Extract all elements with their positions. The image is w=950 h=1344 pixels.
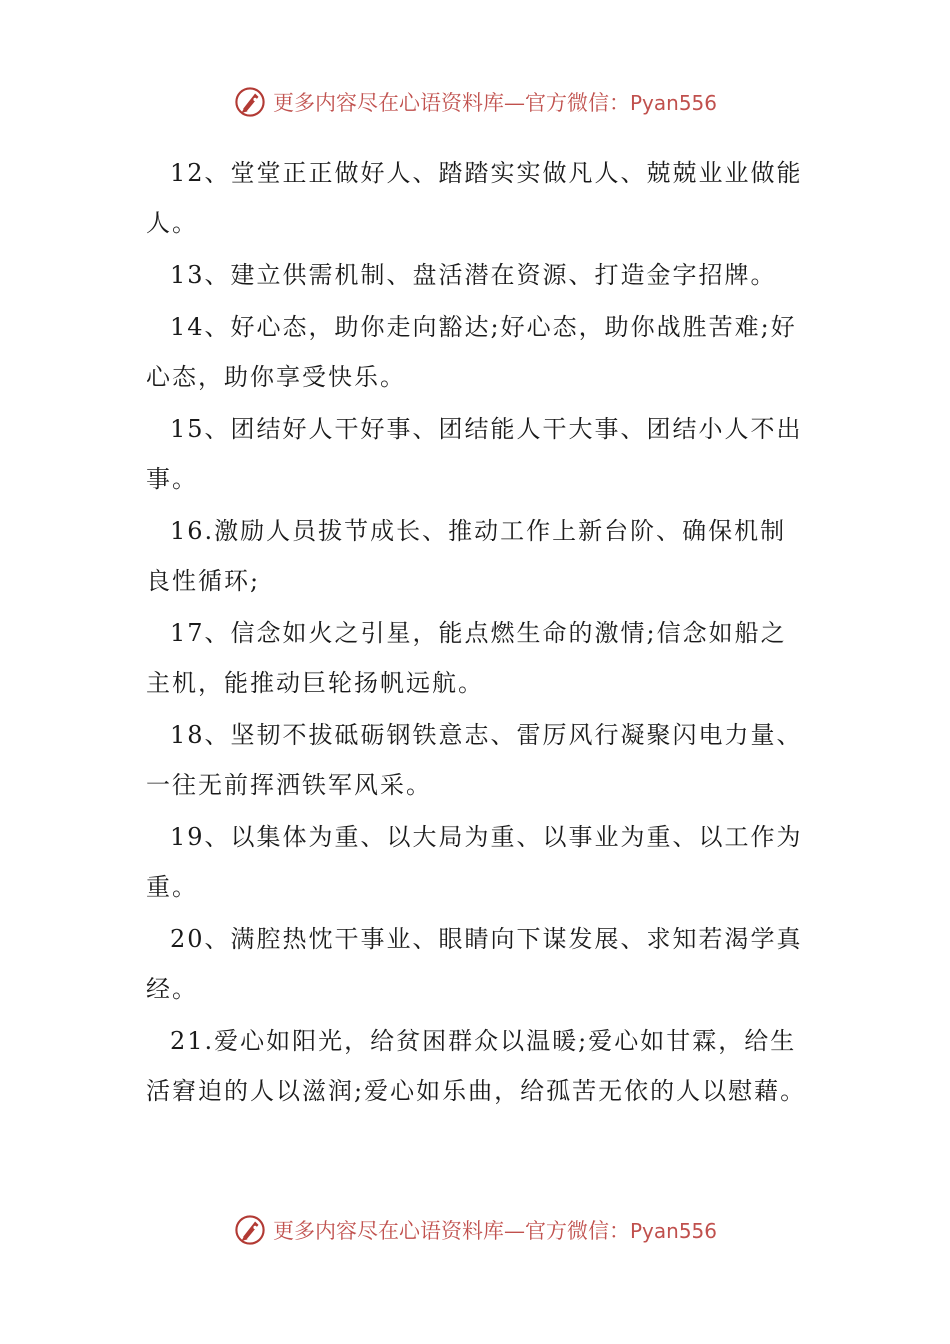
pen-nib-logo-icon	[233, 85, 267, 119]
banner-text	[273, 87, 717, 117]
banner-label: 更多内容尽在心语资料库—官方微信：	[272, 1219, 630, 1243]
header-banner	[0, 82, 950, 122]
list-item: 15、团结好人干好事、团结能人干大事、团结小人不出事。	[146, 415, 803, 493]
footer-banner	[0, 1210, 950, 1250]
banner-text	[273, 1215, 717, 1245]
banner-label: 更多内容尽在心语资料库—官方微信：	[272, 91, 630, 115]
list-item: 18、坚韧不拔砥砺钢铁意志、雷厉风行凝聚闪电力量、一往无前挥洒铁军风采。	[146, 721, 803, 799]
list-item: 20、满腔热忱干事业、眼睛向下谋发展、求知若渴学真经。	[146, 925, 803, 1003]
list-item: 21.爱心如阳光，给贫困群众以温暖;爱心如甘霖，给生活窘迫的人以滋润;爱心如乐曲，给孤苦无依的人以慰藉。	[146, 1027, 807, 1105]
list-item: 14、好心态，助你走向豁达;好心态，助你战胜苦难;好心态，助你享受快乐。	[146, 313, 797, 391]
list-item: 19、以集体为重、以大局为重、以事业为重、以工作为重。	[146, 823, 803, 901]
list-item: 16.激励人员拔节成长、推动工作上新台阶、确保机制良性循环;	[146, 517, 787, 595]
banner-wechat-id: Pyan556	[629, 91, 717, 115]
list-item: 13、建立供需机制、盘活潜在资源、打造金字招牌。	[170, 261, 777, 289]
banner-wechat-id: Pyan556	[629, 1219, 717, 1243]
list-item: 17、信念如火之引星，能点燃生命的激情;信念如船之主机，能推动巨轮扬帆远航。	[146, 619, 787, 697]
pen-nib-logo-icon	[233, 1213, 267, 1247]
list-item: 12、堂堂正正做好人、踏踏实实做凡人、兢兢业业做能人。	[146, 159, 803, 237]
document-body	[146, 148, 811, 1118]
